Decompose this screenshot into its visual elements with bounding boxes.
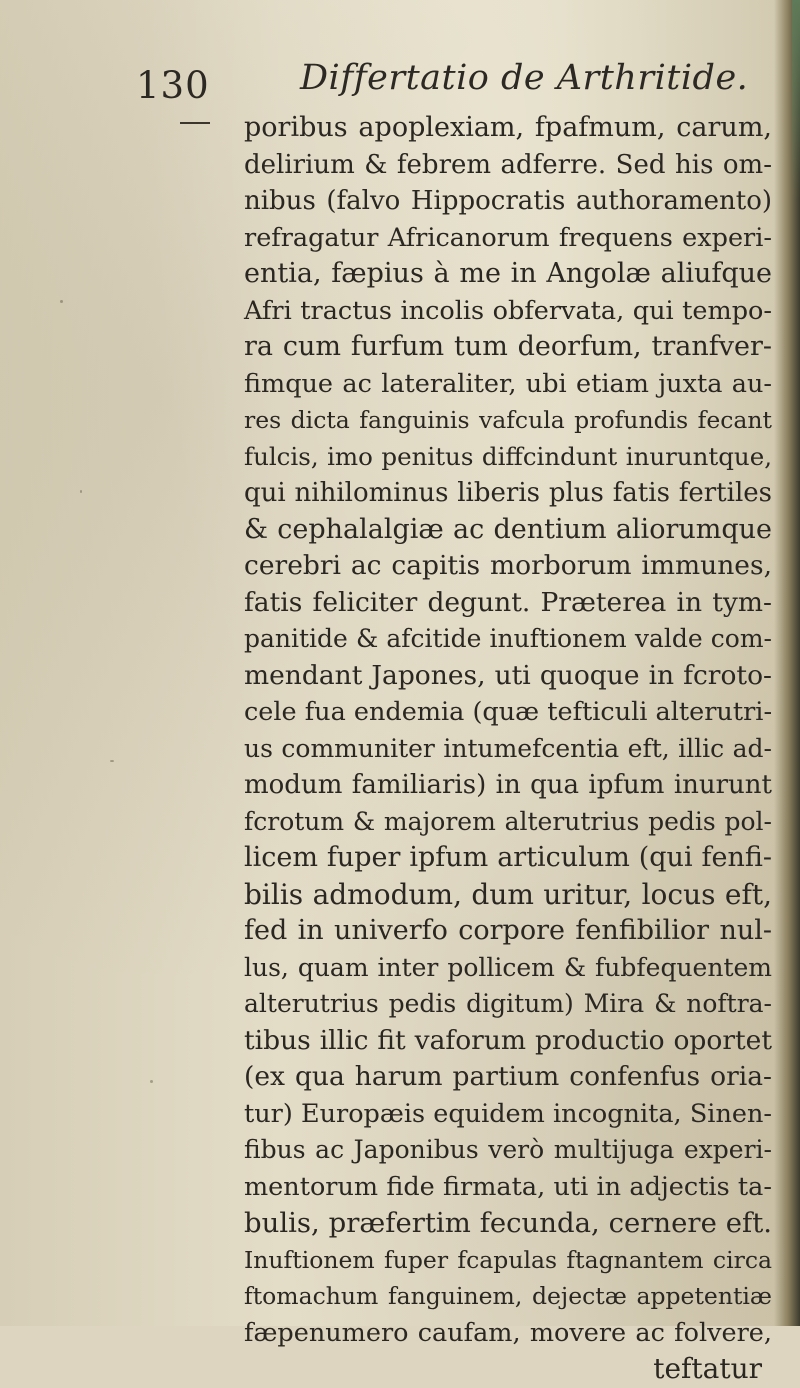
running-head: Differtatio de Arthritide. bbox=[300, 58, 749, 98]
text-line: ra cum furfum tum deorfum, tranfver- bbox=[244, 331, 772, 362]
text-line: res dicta fanguinis vafcula profundis fecant bbox=[244, 406, 772, 434]
catchword: teftatur bbox=[653, 1352, 762, 1385]
text-line: fibus ac Japonibus verò multijuga experi- bbox=[244, 1135, 772, 1164]
text-line: cele fua endemia (quæ tefticuli alterutri- bbox=[244, 697, 773, 727]
text-line: fatis feliciter degunt. Præterea in tym- bbox=[244, 586, 772, 618]
text-line: fimque ac lateraliter, ubi etiam juxta au- bbox=[244, 368, 772, 399]
text-line: Inuftionem fuper fcapulas ftagnantem circa bbox=[244, 1245, 772, 1274]
text-line: fæpenumero caufam, movere ac folvere, bbox=[244, 1317, 772, 1348]
text-line: us communiter intumefcentia eft, illic ad- bbox=[244, 733, 772, 763]
page-number: 130 bbox=[136, 64, 210, 107]
text-line: delirium & febrem adferre. Sed his om- bbox=[244, 149, 772, 180]
text-line: (ex qua harum partium confenfus oria- bbox=[244, 1061, 772, 1092]
text-line: fcrotum & majorem alterutrius pedis pol- bbox=[244, 806, 772, 836]
page-header bbox=[0, 58, 800, 108]
text-line: alterutrius pedis digitum) Mira & noftra- bbox=[244, 989, 772, 1018]
text-line: mendant Japones, uti quoque in fcroto- bbox=[244, 659, 772, 691]
text-line: lus, quam inter pollicem & fubfequentem bbox=[244, 952, 772, 982]
paper-speck bbox=[110, 760, 114, 762]
text-line: licem fuper ipfum articulum (qui fenfi- bbox=[244, 842, 772, 873]
text-line: & cephalalgiæ ac dentium aliorumque bbox=[244, 513, 772, 545]
text-line: fulcis, imo penitus diffcindunt inuruntque, bbox=[244, 441, 772, 471]
text-line: qui nihilominus liberis plus fatis fertiles bbox=[244, 478, 772, 508]
text-line: poribus apoplexiam, fpafmum, carum, bbox=[244, 112, 772, 143]
text-line: entia, fæpius à me in Angolæ aliufque bbox=[244, 258, 772, 289]
text-line: fed in univerfo corpore fenfibilior nul- bbox=[244, 915, 772, 946]
paper-speck bbox=[150, 1080, 153, 1083]
text-line: bilis admodum, dum uritur, locus eft, bbox=[244, 877, 772, 911]
text-line: bulis, præfertim fecunda, cernere eft. bbox=[244, 1207, 772, 1239]
paper-speck bbox=[60, 300, 63, 303]
text-line: nibus (falvo Hippocratis authoramento) bbox=[244, 186, 772, 216]
body-text bbox=[244, 110, 772, 1388]
text-line: panitide & afcitide inuftionem valde com- bbox=[244, 624, 772, 653]
margin-mark bbox=[180, 122, 210, 124]
text-line: mentorum fide firmata, uti in adjectis ta- bbox=[244, 1171, 772, 1202]
text-line: cerebri ac capitis morborum immunes, bbox=[244, 550, 772, 581]
text-line: refragatur Africanorum frequens experi- bbox=[244, 222, 772, 253]
paper-speck bbox=[80, 490, 82, 493]
text-line: ftomachum fanguinem, dejectæ appetentiæ bbox=[244, 1282, 772, 1310]
text-line: Afri tractus incolis obfervata, qui tempo- bbox=[244, 295, 772, 326]
text-line: tibus illic fit vaforum productio oportet bbox=[244, 1024, 772, 1056]
text-line: modum familiaris) in qua ipfum inurunt bbox=[244, 770, 772, 800]
text-line: tur) Europæis equidem incognita, Sinen- bbox=[244, 1098, 772, 1129]
